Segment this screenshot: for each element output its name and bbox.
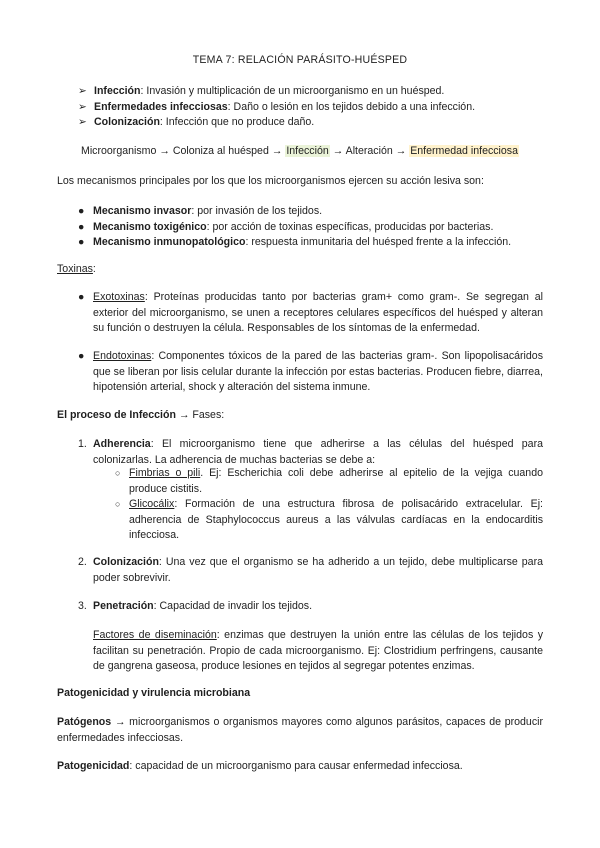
phase-item	[78, 437, 543, 468]
arrow-bullet-icon: ➢	[78, 85, 87, 97]
dissemination-paragraph: Factores de diseminación: enzimas que destruyen la unión entre las células de los tejidos y facilitan su penetración. Propio de cada microorganismo. Ej: Clostridium perfringens, causante de gangrena gaseosa, produce lesiones en tejidos al segregar potentes enzimas.	[93, 629, 544, 672]
list-item: ● Mecanismo inmunopatológico: respuesta inmunitaria del huésped frente a la infección.	[78, 235, 543, 251]
adhesion-list	[115, 466, 543, 544]
list-item: ● Exotoxinas: Proteínas producidas tanto por bacterias gram+ como gram-. Se segregan al exterior del microorganismo, se unen a receptores celulares específicos del huésped y alteran su función o destruyen la célula. Responsables de los síntomas de la enfermedad.	[78, 291, 543, 334]
arrow-bullet-icon: ➢	[78, 100, 87, 113]
toxin-item	[78, 349, 543, 396]
list-item: 3. Penetración: Capacidad de invadir los tejidos.	[78, 600, 313, 612]
list-item: ➢ Colonización: Infección que no produce daño.	[78, 115, 475, 131]
term: Colonización	[94, 116, 160, 128]
list-item: ○ Fimbrias o pili. Ej: Escherichia coli debe adherirse al epitelio de la vejiga cuando produce cistitis.	[115, 467, 543, 495]
definition-list	[78, 84, 475, 131]
term: Enfermedades infecciosas	[94, 100, 228, 113]
pathogenicity-paragraph: Patogenicidad: capacidad de un microorganismo para causar enfermedad infecciosa.	[57, 760, 463, 772]
circle-bullet-icon: ○	[115, 499, 121, 509]
list-item: ➢ Enfermedades infecciosas: Daño o lesión en los tejidos debido a una infección.	[78, 100, 475, 116]
list-item: ➢ Infección: Invasión y multiplicación de un microorganismo en un huésped.	[78, 84, 475, 100]
list-item: ○ Glicocálix: Formación de una estructura fibrosa de polisacárido extracelular. Ej: adherencia de Staphylococcus aureus a las válvulas cardíacas en la endocarditis infecciosa.	[115, 498, 543, 541]
list-item: ● Mecanismo toxigénico: por acción de toxinas específicas, producidas por bacterias.	[78, 220, 543, 236]
list-item: ● Endotoxinas: Componentes tóxicos de la pared de las bacterias gram-. Son lipopolisacáridos que se liberan por lisis celular durante la infección por estas bacterias. Producen fiebre, diarrea, hipotensión arterial, shock y alteración del sistema inmune.	[78, 350, 543, 393]
highlight-disease: Enfermedad infecciosa	[410, 145, 518, 157]
toxin-item	[78, 290, 543, 337]
phase-item	[78, 599, 543, 615]
process-heading: El proceso de Infección → Fases:	[57, 409, 225, 421]
term: Infección	[94, 85, 141, 97]
mechanisms-intro: Los mecanismos principales por los que los microorganismos ejercen su acción lesiva son:	[57, 175, 484, 187]
circle-bullet-icon: ○	[115, 468, 121, 478]
bullet-icon: ●	[78, 205, 85, 217]
bullet-icon: ●	[78, 236, 85, 248]
list-item: ● Mecanismo invasor: por invasión de los tejidos.	[78, 204, 543, 220]
phase-item	[78, 555, 543, 586]
arrow-bullet-icon: ➢	[78, 116, 87, 128]
page-title: TEMA 7: RELACIÓN PARÁSITO-HUÉSPED	[192, 54, 408, 66]
infection-flow: Microorganismo → Coloniza al huésped → Infección → Alteración → Enfermedad infecciosa	[81, 145, 518, 157]
pathogens-paragraph: Patógenos → microorganismos o organismos mayores como algunos parásitos, capaces de producir enfermedades infecciosas.	[57, 716, 543, 744]
highlight-infection: Infección	[286, 145, 329, 157]
bullet-icon: ●	[78, 350, 85, 362]
pathogenicity-heading: Patogenicidad y virulencia microbiana	[57, 687, 251, 699]
mechanism-list	[78, 204, 543, 251]
list-item: 1. Adherencia: El microorganismo tiene que adherirse a las células del huésped para colonizarlas. La adherencia de muchas bacterias se debe a:	[78, 438, 543, 466]
bullet-icon: ●	[78, 220, 85, 233]
bullet-icon: ●	[78, 291, 85, 303]
toxins-heading: Toxinas:	[57, 263, 96, 275]
list-item: 2. Colonización: Una vez que el organismo se ha adherido a un tejido, debe multiplicarse para poder sobrevivir.	[78, 556, 543, 584]
